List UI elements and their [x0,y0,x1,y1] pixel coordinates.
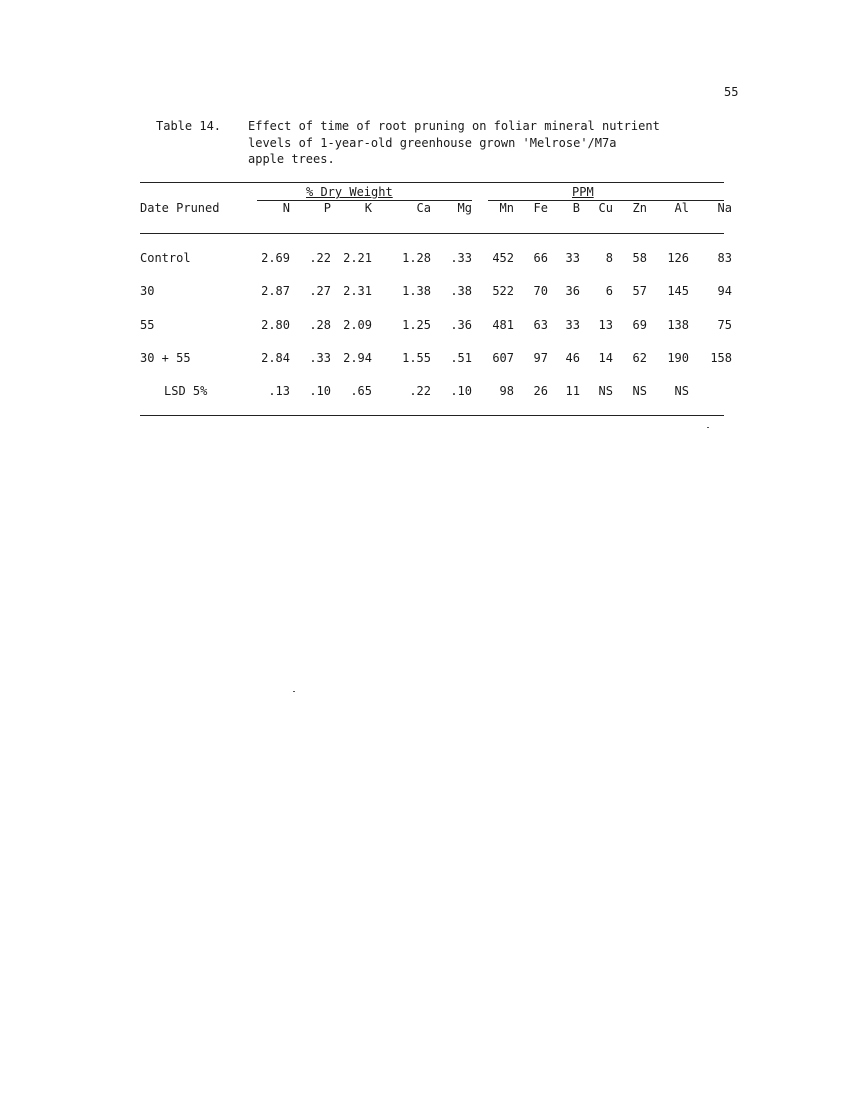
column-header-mg: Mg [457,201,472,215]
table-cell: 2.84 [261,350,290,365]
table-cell: .33 [450,251,472,265]
table-top-rule [140,182,724,183]
table-cell: 46 [565,350,580,365]
table-cell: 36 [565,284,580,299]
table-cell: .22 [309,251,331,265]
table-cell: 145 [667,284,689,299]
table-cell: 1.38 [402,284,431,299]
table-cell: 33 [565,317,580,332]
table-cell: 2.94 [343,350,372,365]
table-cell: 63 [533,317,548,332]
table-cell: 481 [492,317,514,332]
table-cell: 8 [605,251,613,265]
header-bottom-rule [140,233,724,234]
table-cell: 158 [710,350,732,365]
table-cell: .28 [309,317,331,332]
column-header-k: K [364,201,372,215]
table-cell: 607 [492,350,514,365]
table-cell: 57 [632,284,647,299]
column-header-n: N [282,201,290,215]
table-cell: 2.69 [261,251,290,265]
table-bottom-rule [140,415,724,416]
table-cell: .65 [350,384,372,398]
table-cell: 1.28 [402,251,431,265]
table-cell: .27 [309,284,331,299]
table-cell: NS [674,384,689,398]
row-label: Control [140,251,191,265]
table-cell: .51 [450,350,472,365]
scan-speck [707,427,709,428]
table-cell: 11 [565,384,580,398]
table-cell: 97 [533,350,548,365]
table-cell: 14 [598,350,613,365]
table-cell: 13 [598,317,613,332]
column-header-mn: Mn [499,201,514,215]
ppm-group-label: PPM [572,185,594,199]
table-cell: 58 [632,251,647,265]
table-cell: .10 [450,384,472,398]
page-number: 55 [724,85,739,99]
table-cell: 1.55 [402,350,431,365]
table-cell: 2.87 [261,284,290,299]
table-cell: 126 [667,251,689,265]
table-cell: 26 [533,384,548,398]
table-cell: .36 [450,317,472,332]
table-cell: 69 [632,317,647,332]
row-label: 55 [140,317,155,332]
table-cell: 452 [492,251,514,265]
table-cell: .22 [409,384,431,398]
column-header-zn: Zn [632,201,647,215]
table-cell: 62 [632,350,647,365]
table-cell: 2.21 [343,251,372,265]
table-cell: .38 [450,284,472,299]
table-cell: 83 [717,251,732,265]
table-cell: 66 [533,251,548,265]
table-cell: .33 [309,350,331,365]
table-cell: 75 [717,317,732,332]
column-header-al: Al [674,201,689,215]
dry-weight-group-label: % Dry Weight [306,185,393,199]
column-header-p: P [323,201,331,215]
table-cell: NS [598,384,613,398]
table-cell: 2.09 [343,317,372,332]
table-cell: 70 [533,284,548,299]
row-label: LSD 5% [164,384,208,398]
scan-speck [293,691,295,692]
table-caption-label: Table 14. [156,119,222,133]
column-header-na: Na [717,201,732,215]
column-header-cu: Cu [598,201,613,215]
table-caption-text: Effect of time of root pruning on foliar mineral nutrient levels of 1-year-old greenhouse grown 'Melrose'/M7a apple trees. [248,119,660,166]
table-cell: 6 [605,284,613,299]
table-cell: .13 [268,384,290,398]
row-label: 30 + 55 [140,350,191,365]
column-header-b: B [572,201,580,215]
table-cell: .10 [309,384,331,398]
table-cell: 1.25 [402,317,431,332]
table-cell: 2.31 [343,284,372,299]
table-cell: 98 [499,384,514,398]
column-header-fe: Fe [533,201,548,215]
column-header-ca: Ca [416,201,431,215]
table-cell: 138 [667,317,689,332]
table-cell: 2.80 [261,317,290,332]
table-cell: NS [632,384,647,398]
table-cell: 94 [717,284,732,299]
column-header-date-pruned: Date Pruned [140,201,220,215]
row-label: 30 [140,284,155,299]
table-cell: 33 [565,251,580,265]
table-cell: 522 [492,284,514,299]
table-cell: 190 [667,350,689,365]
